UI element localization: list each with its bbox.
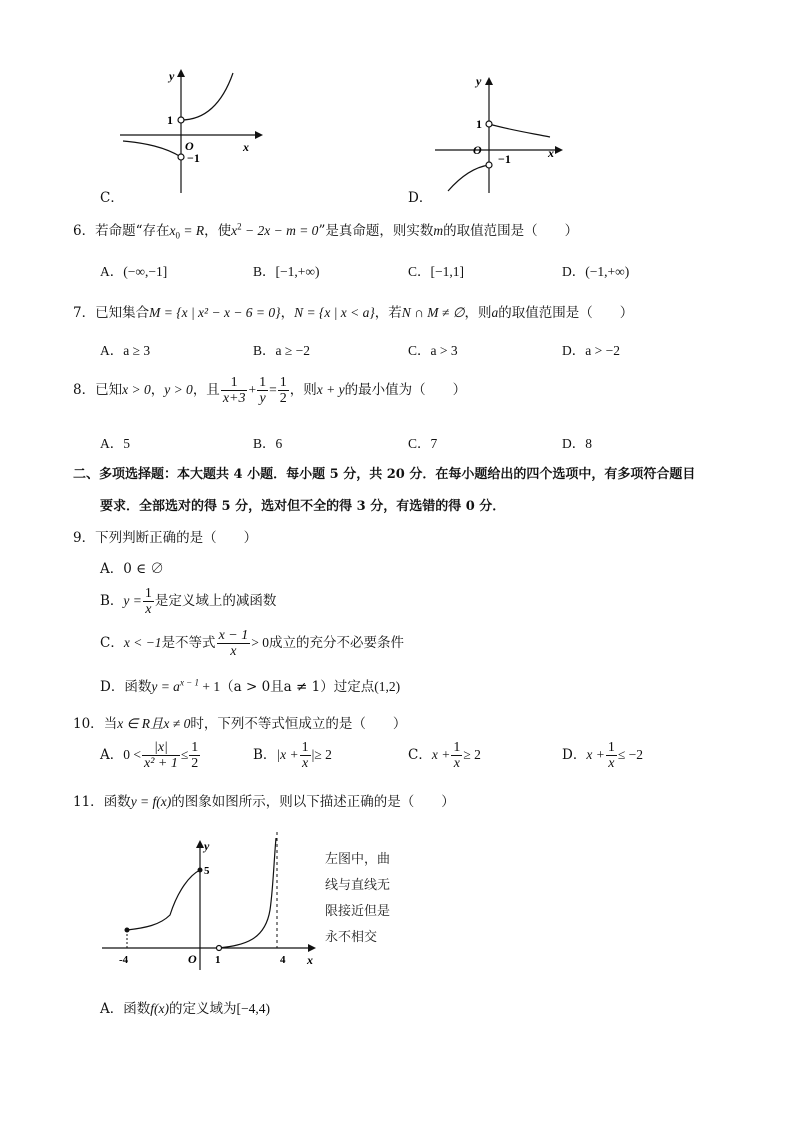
question-7-stem: 7．已知集合M = {x | x² − x − 6 = 0}，N = {x | x < a}，若N ∩ M ≠ ∅，则a的取值范围是（ ） <box>73 305 634 321</box>
q9-option-a: A．0 ∈ ∅ <box>100 561 164 577</box>
section-2-heading-cont: 要求．全部选对的得 5 分，选对但不全的得 3 分，有选错的得 0 分． <box>100 499 506 514</box>
origin-label: O <box>473 143 482 157</box>
question-10-stem: 10．当x ∈ R且x ≠ 0时，下列不等式恒成立的是（ ） <box>73 716 407 732</box>
tick-label: 5 <box>204 865 210 877</box>
origin-label: O <box>188 952 197 966</box>
q9-option-b: B．y = $\frac{1}{x}$ 是定义域上的减函数 <box>100 586 277 617</box>
question-6-stem: 6．若命题“存在$x_0 = R$，使$x^2 - 2x - m = 0$”是真命题，则实数m的取值范围是（ ） <box>73 221 579 241</box>
tick-label: -4 <box>119 954 129 966</box>
q11-option-a: A．函数f(x)的定义域为[−4,4) <box>100 1001 270 1017</box>
graph-q11 <box>100 830 320 972</box>
option-c-label: C． <box>100 190 124 206</box>
axis-y-label: y <box>476 74 482 88</box>
q8-option-a: A．5 <box>100 436 130 451</box>
q9-option-d: D．函数$y = a^{x - 1} + 1(a > 0$且a ≠ 1）过定点(1,2) <box>100 677 401 695</box>
question-8-stem: 8．已知x > 0，y > 0，且 $\frac{1}{x+3}$ + $\frac{1}{y}$ = $\frac{1}{2}$ ，则x + y的最小值为（ ） <box>73 375 467 406</box>
q10-option-b: B．|x + $\frac{1}{x}$ |≥ 2 <box>253 740 332 771</box>
section-2-heading: 二、多项选择题：本大题共 4 小题．每小题 5 分，共 20 分．在每小题给出的四个选项中，有多项符合题目 <box>73 467 696 482</box>
axis-y-label: y <box>169 69 175 83</box>
q8-option-c: C．7 <box>408 436 438 451</box>
question-9-stem: 9．下列判断正确的是（ ） <box>73 530 258 546</box>
tick-label: 1 <box>167 113 173 127</box>
axis-x-label: x <box>243 140 249 154</box>
q6-option-d: D．(−1,+∞) <box>562 264 630 279</box>
option-d-label: D． <box>408 190 433 206</box>
tick-label: 1 <box>215 954 221 966</box>
graph-note: 左图中，曲 线与直线无 限接近但是 永不相交 <box>325 852 391 945</box>
q8-option-b: B．6 <box>253 436 283 451</box>
q7-option-a: A．a ≥ 3 <box>100 343 151 358</box>
q7-option-c: C．a > 3 <box>408 343 458 358</box>
graph-d <box>430 65 570 195</box>
q7-option-b: B．a ≥ −2 <box>253 343 311 358</box>
tick-label: 4 <box>280 954 286 966</box>
question-11-stem: 11．函数y = f(x)的图象如图所示，则以下描述正确的是（ ） <box>73 794 455 810</box>
q8-option-d: D．8 <box>562 436 592 451</box>
q6-option-b: B．[−1,+∞) <box>253 264 320 279</box>
graph-c <box>115 65 265 195</box>
tick-label: −1 <box>187 151 200 165</box>
q6-option-a: A．(−∞,−1] <box>100 264 168 279</box>
q10-option-a: A．0 < $\frac{|x|}{\text{x² + 1}}$ ≤ $\frac{1}{2}$ <box>100 740 199 771</box>
q10-option-d: D．x + $\frac{1}{x}$ ≤ −2 <box>562 740 643 771</box>
axis-x-label: x <box>307 953 313 967</box>
q10-option-c: C．x + $\frac{1}{x}$ ≥ 2 <box>408 740 481 771</box>
q6-option-c: C．[−1,1] <box>408 264 464 279</box>
q9-option-c: C．x < −1是不等式 $\frac{x - 1}{x}$ > 0成立的充分不必要条件 <box>100 628 404 659</box>
q7-option-d: D．a > −2 <box>562 343 620 358</box>
tick-label: −1 <box>498 152 511 166</box>
origin-label: O <box>185 139 194 153</box>
tick-label: 1 <box>476 117 482 131</box>
axis-x-label: x <box>548 146 554 160</box>
axis-y-label: y <box>204 839 210 853</box>
